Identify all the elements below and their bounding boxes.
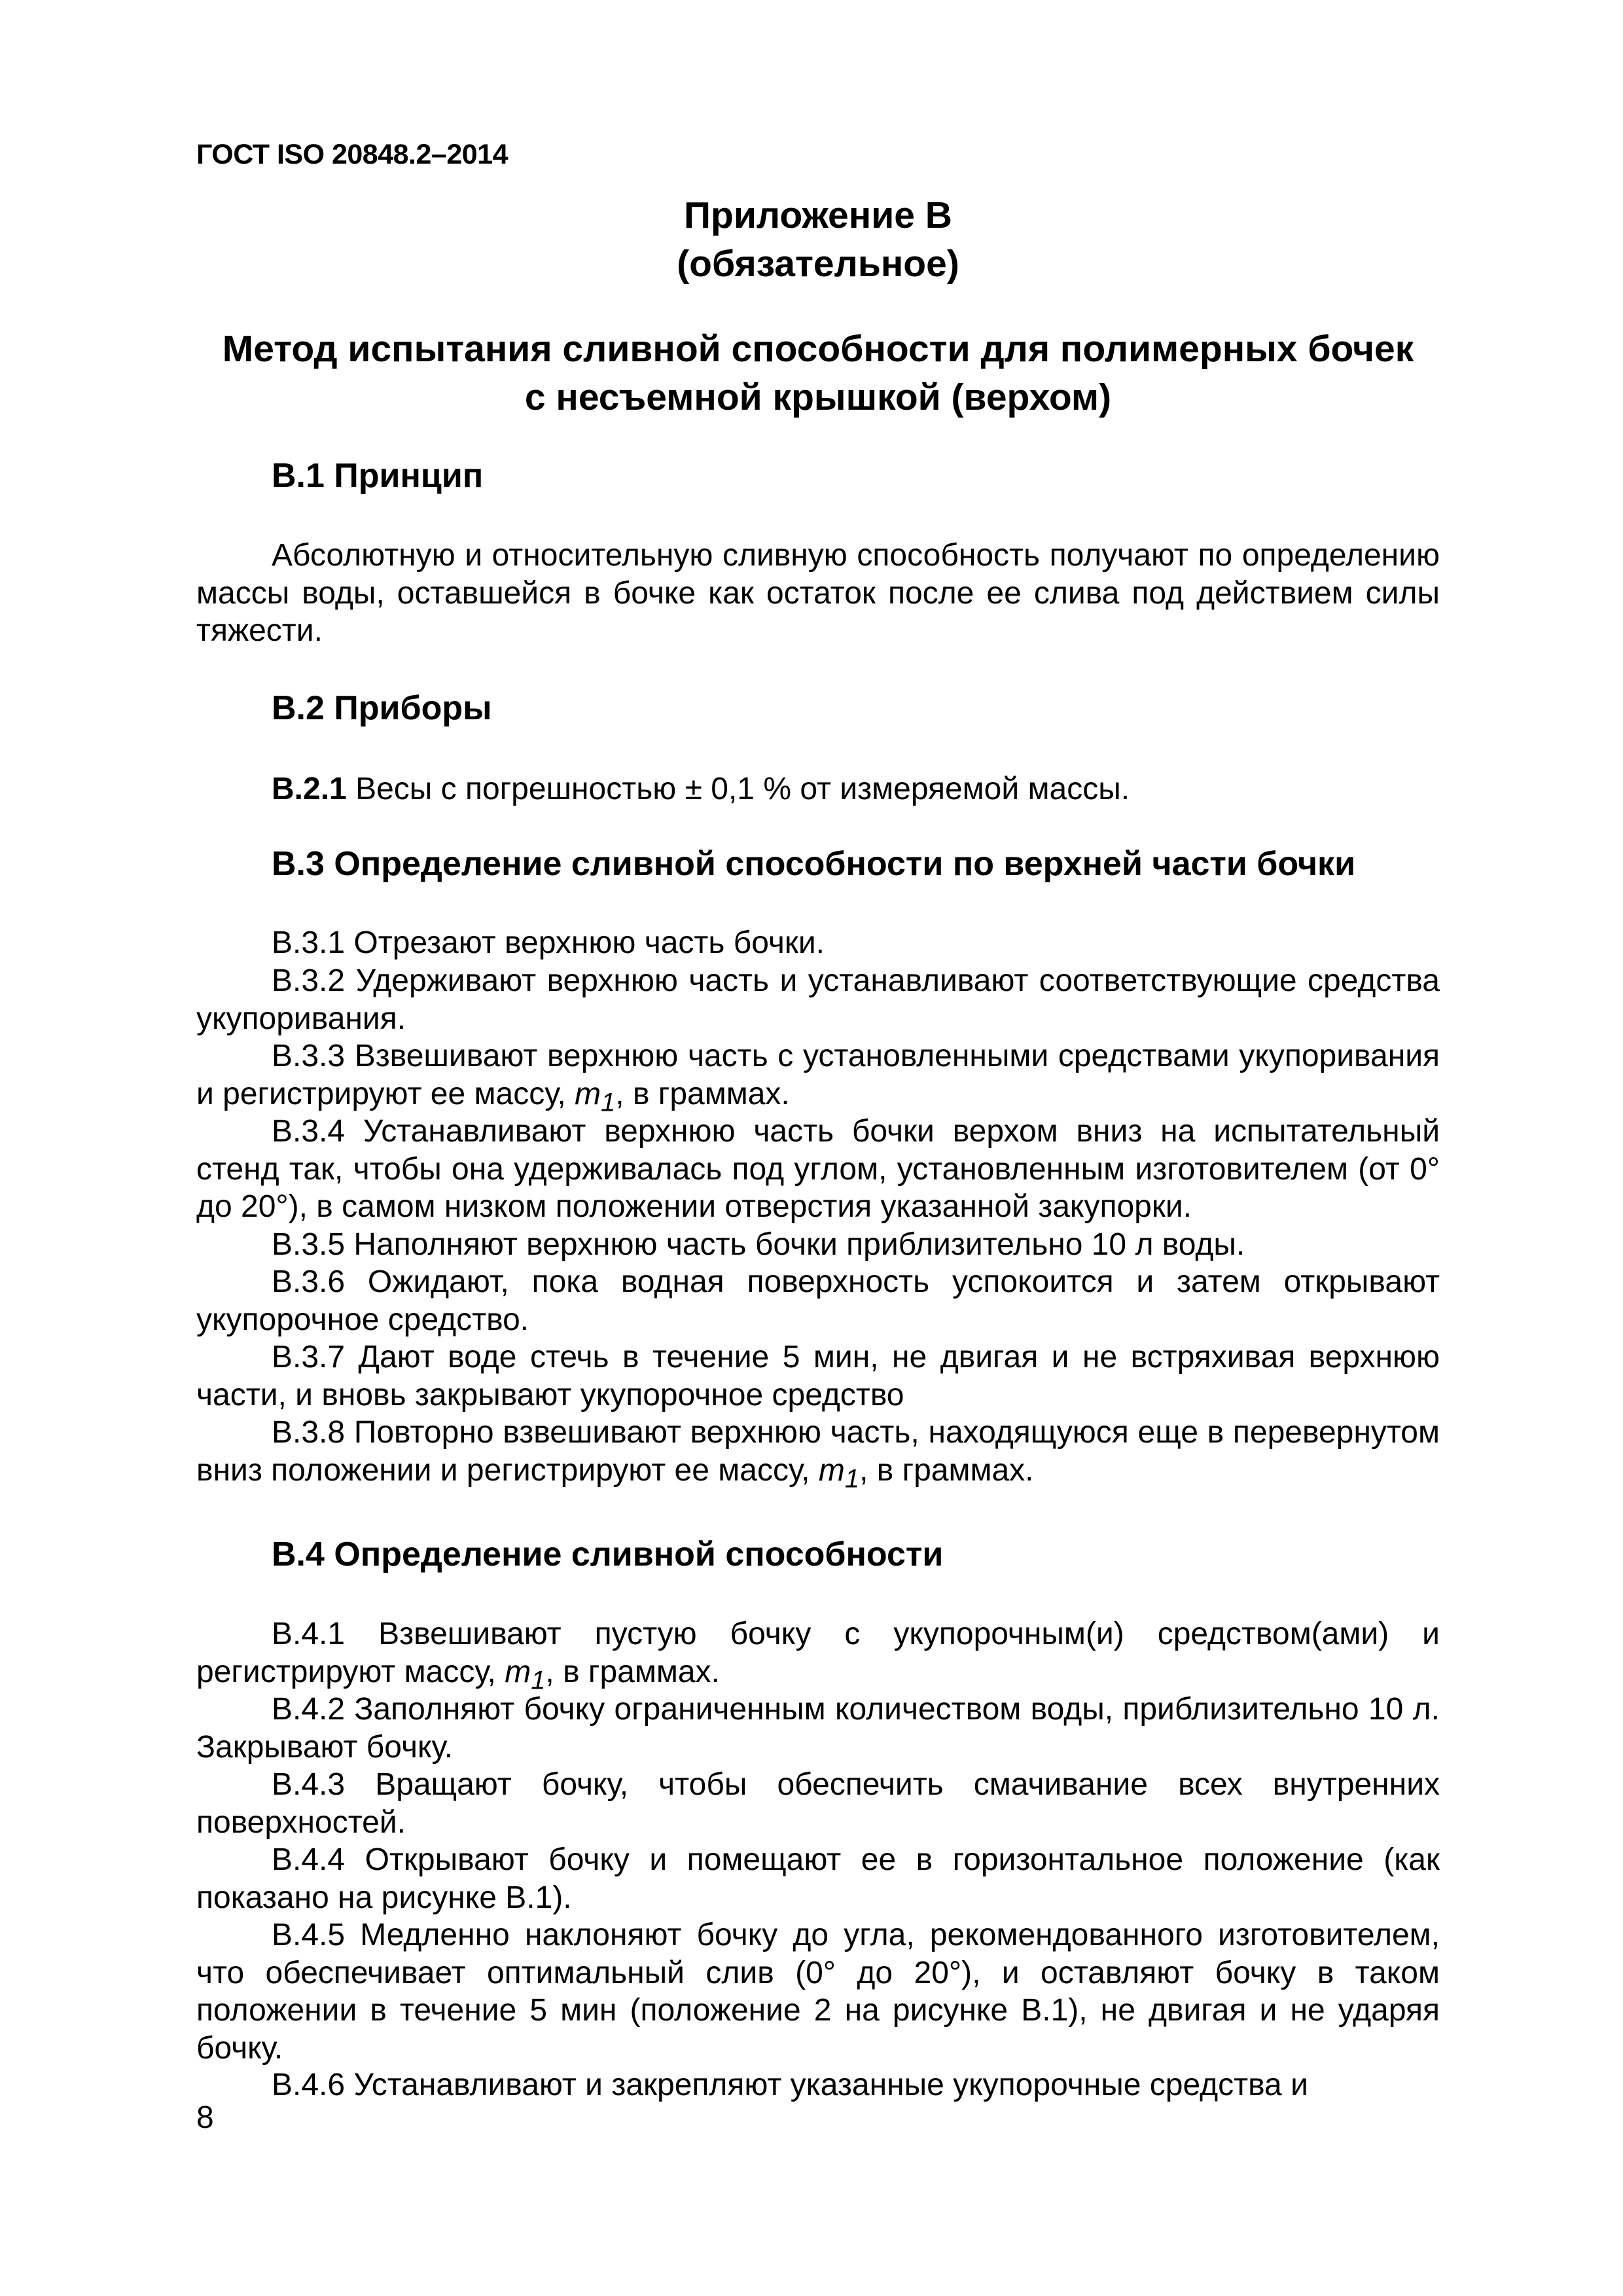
paragraph-b3-4: В.3.4 Устанавливают верхнюю часть бочки верхом вниз на испытательный стенд так, чтобы она удерживалась под углом, установленным изготовителем (от 0° до 20°), в самом низком положении отверстия указанной закупорки.: [196, 1114, 1440, 1224]
paragraph-b4-2: В.4.2 Заполняют бочку ограниченным количеством воды, приблизительно 10 л. Закрывают бочку.: [196, 1692, 1440, 1765]
paragraph-b3-7: В.3.7 Дают воде стечь в течение 5 мин, не двигая и не встряхивая верхнюю части, и вновь закрывают укупорочное средство: [196, 1340, 1440, 1412]
page-number: 8: [196, 2100, 214, 2135]
paragraph-b3-8: [196, 1414, 1440, 1498]
paragraph-b4-4: В.4.4 Открывают бочку и помещают ее в горизонтальное положение (как показано на рисунке В.1).: [196, 1842, 1440, 1915]
paragraph-b4-6: В.4.6 Устанавливают и закрепляют указанные укупорочные средства и: [272, 2068, 1308, 2102]
paragraph-b3-3: [196, 1037, 1440, 1122]
mass-subscript: 1: [601, 1088, 616, 1117]
paragraph-b4-3: В.4.3 Вращают бочку, чтобы обеспечить смачивание всех внутренних поверхностей.: [196, 1767, 1440, 1840]
section-heading-b3: В.3 Определение сливной способности по верхней части бочки: [272, 845, 1356, 883]
section-heading-b1: В.1 Принцип: [272, 457, 484, 495]
section-heading-b2: В.2 Приборы: [272, 689, 492, 727]
document-code: ГОСТ ISO 20848.2–2014: [196, 139, 508, 170]
annex-heading: [196, 191, 1440, 288]
clause-text: В.3.8 Повторно взвешивают верхнюю часть, находящуюся еще в перевернутом вниз положении и регистрируют ее массу,: [196, 1415, 1440, 1488]
paragraph-b2-1: [196, 770, 1440, 808]
clause-text-end: , в граммах.: [615, 1076, 790, 1111]
clause-text: В.4.1 Взвешивают пустую бочку с укупорочным(и) средством(ами) и регистрируют массу,: [196, 1617, 1440, 1689]
clause-text: Весы с погрешностью ± 0,1 % от измеряемой массы.: [346, 772, 1130, 806]
paragraph-b3-1: В.3.1 Отрезают верхнюю часть бочки.: [272, 925, 825, 960]
paragraph-b4-1: [196, 1615, 1440, 1700]
clause-text: В.3.3 Взвешивают верхнюю часть с установленными средствами укупоривания и регистрируют ее массу,: [196, 1039, 1440, 1111]
paragraph-b1: Абсолютную и относительную сливную способность получают по определению массы воды, оставшейся в бочке как остаток после ее слива под действием силы тяжести.: [196, 538, 1440, 648]
title-line-2: с несъемной крышкой (верхом): [524, 376, 1112, 418]
paragraph-b3-2: В.3.2 Удерживают верхнюю часть и устанавливают соответствующие средства укупоривания.: [196, 963, 1440, 1036]
mass-variable: m: [505, 1654, 531, 1689]
clause-number: В.2.1: [272, 772, 347, 806]
mass-subscript: 1: [844, 1464, 860, 1494]
mass-variable: m: [575, 1076, 601, 1111]
clause-text-end: , в граммах.: [859, 1452, 1034, 1488]
section-heading-b4: В.4 Определение сливной способности: [272, 1535, 944, 1573]
annex-title: Приложение В: [684, 194, 952, 236]
annex-status: (обязательное): [677, 243, 959, 285]
clause-text-end: , в граммах.: [545, 1654, 720, 1689]
document-title: [196, 325, 1440, 422]
mass-variable: m: [818, 1452, 845, 1488]
paragraph-b4-5: В.4.5 Медленно наклоняют бочку до угла, рекомендованного изготовителем, что обеспечивает оптимальный слив (0° до 20°), и оставляют бочку в таком положении в течение 5 мин (положение 2 на рисунке В.1), не двигая и не ударяя бочку.: [196, 1918, 1440, 2066]
title-line-1: Метод испытания сливной способности для полимерных бочек: [222, 328, 1414, 370]
paragraph-b3-6: В.3.6 Ожидают, пока водная поверхность успокоится и затем открывают укупорочное средство.: [196, 1265, 1440, 1337]
mass-subscript: 1: [531, 1666, 546, 1695]
paragraph-b3-5: В.3.5 Наполняют верхнюю часть бочки приблизительно 10 л воды.: [272, 1227, 1245, 1262]
